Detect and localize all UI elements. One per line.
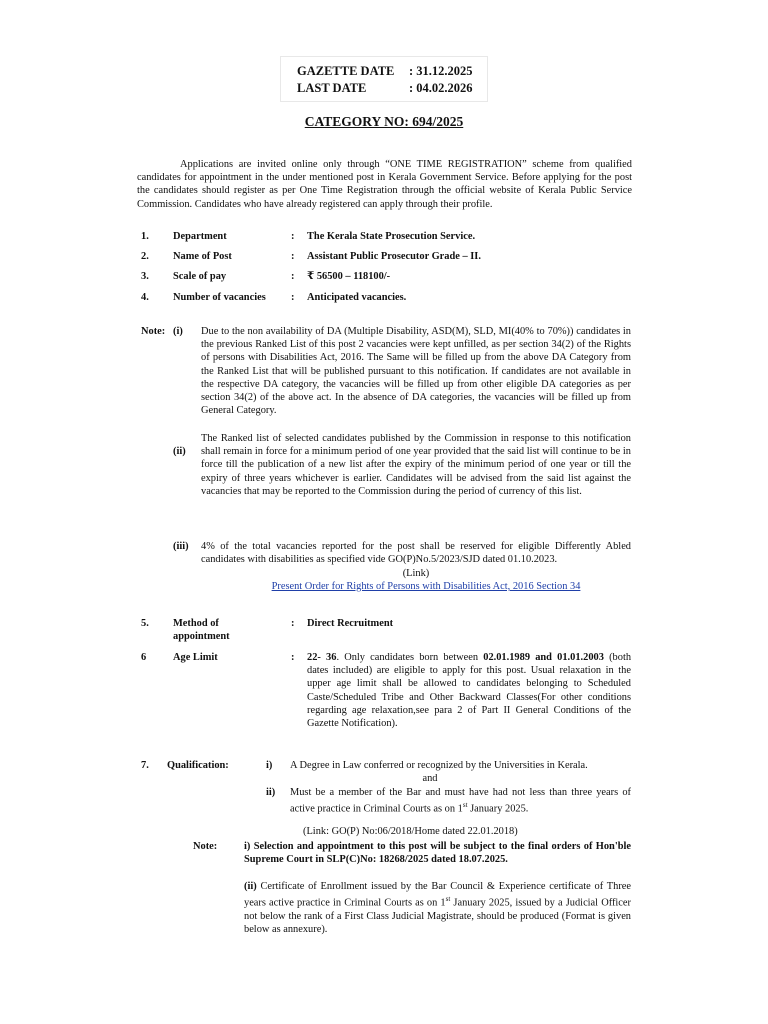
qualification-i-number: i) xyxy=(266,760,273,771)
note-label: Note: xyxy=(141,326,166,337)
note-2-text: The Ranked list of selected candidates published by the Commission in response to this notification shall remain in force for a minimum period of one year provided that the said list will continue to be in force till the publication of a new list after the expiry of the minimum period of one year or till the expiry of three years whichever is earlier. Candidates will be advised from the said list against the vacancies that may be reported to the Commission during the period of currency of this list. xyxy=(201,433,631,497)
disabilities-act-link[interactable]: Present Order for Rights of Persons with Disabilities Act, 2016 Section 34 xyxy=(271,581,581,592)
last-date: LAST DATE : 04.02.2026 xyxy=(297,81,473,95)
note-1-number: (i) xyxy=(173,326,183,337)
method-colon: : xyxy=(291,618,295,629)
note-3-number: (iii) xyxy=(173,541,189,552)
link-caption: (Link) xyxy=(402,568,430,579)
method-value: Direct Recruitment xyxy=(307,618,394,629)
method-number: 5. xyxy=(141,618,149,629)
method-label: Method of appointment xyxy=(173,618,230,643)
detail-row-post: 2. Name of Post : Assistant Public Prosecutor Grade – II. xyxy=(141,251,481,262)
note-1-text: Due to the non availability of DA (Multiple Disability, ASD(M), SLD, MI(40% to 70%)) candidates in the previous Ranked List of this post 2 vacancies were kept unfilled, as per section 34(2) of the Rights of persons with Disabilities Act, 2016. The Same will be filled up from the above DA Category from the Ranked List that will be published pursuant to this notification. If candidates are not available in the respective DA category, the vacancies will be filled up from other eligible DA categories as per section 34(2) of the above act. In the absence of DA categories, the vacancies will be filled up from General Category. xyxy=(201,326,631,417)
detail-row-vacancies: 4. Number of vacancies : Anticipated vacancies. xyxy=(141,292,407,303)
qualification-ii-text: Must be a member of the Bar and must have had not less than three years of active practice in Criminal Courts as on 1st January 2025. xyxy=(290,787,631,815)
intro-paragraph: Applications are invited online only through “ONE TIME REGISTRATION” scheme from qualified candidates for appointment in the under mentioned post in Kerala Government Service. Before applying for the post the candidates should register as per One Time Registration through the official website of Kerala Public Service Commission. Candidates who have already registered can apply through their profile. xyxy=(137,159,632,210)
qualification-ii-number: ii) xyxy=(266,787,276,798)
qualification-i-text: A Degree in Law conferred or recognized by the Universities in Kerala. xyxy=(290,760,588,771)
qualification-number: 7. xyxy=(141,760,149,771)
qualification-note-ii: (ii) Certificate of Enrollment issued by the Bar Council & Experience certificate of Three years active practice in Criminal Courts as on 1st January 2025, issued by a Judicial Officer not below the rank of a First Class Judicial Magistrate, should be produced (Format is given below as annexure). xyxy=(244,881,631,936)
age-label: Age Limit xyxy=(173,652,218,663)
qualification-note-i: i) Selection and appointment to this post will be subject to the final orders of Hon'ble Supreme Court in SLP(C)No: 18268/2025 dated 18.07.2025. xyxy=(244,841,631,866)
age-text: 22- 36. Only candidates born between 02.01.1989 and 01.01.2003 (both dates included) are eligible to apply for this post. Usual relaxation in the upper age limit shall be allowed to candidates belonging to Scheduled Caste/Scheduled Tribe and Other Backward Classes(For other conditions regarding age relaxation,see para 2 of Part II General Conditions of the Gazette Notification). xyxy=(307,652,632,730)
detail-row-department: 1. Department : The Kerala State Prosecution Service. xyxy=(141,231,476,242)
category-number: CATEGORY NO: 694/2025 xyxy=(304,114,464,129)
detail-row-scale: 3. Scale of pay : ₹ 56500 – 118100/- xyxy=(141,271,391,282)
qualification-label: Qualification: xyxy=(167,760,229,771)
note-2-number: (ii) xyxy=(173,446,186,457)
qualification-note-label: Note: xyxy=(193,841,218,852)
gazette-date: GAZETTE DATE : 31.12.2025 xyxy=(297,64,473,78)
age-colon: : xyxy=(291,652,295,663)
note-3-text: 4% of the total vacancies reported for the post shall be reserved for eligible Differently Abled candidates with disabilities as specified vide GO(P)No.5/2023/SJD dated 01.10.2023. xyxy=(201,541,631,566)
gazette-dates-box xyxy=(280,56,488,102)
age-number: 6 xyxy=(141,652,147,663)
qualification-and: and xyxy=(422,773,438,784)
qualification-go-link: (Link: GO(P) No:06/2018/Home dated 22.01.2018) xyxy=(303,826,518,837)
